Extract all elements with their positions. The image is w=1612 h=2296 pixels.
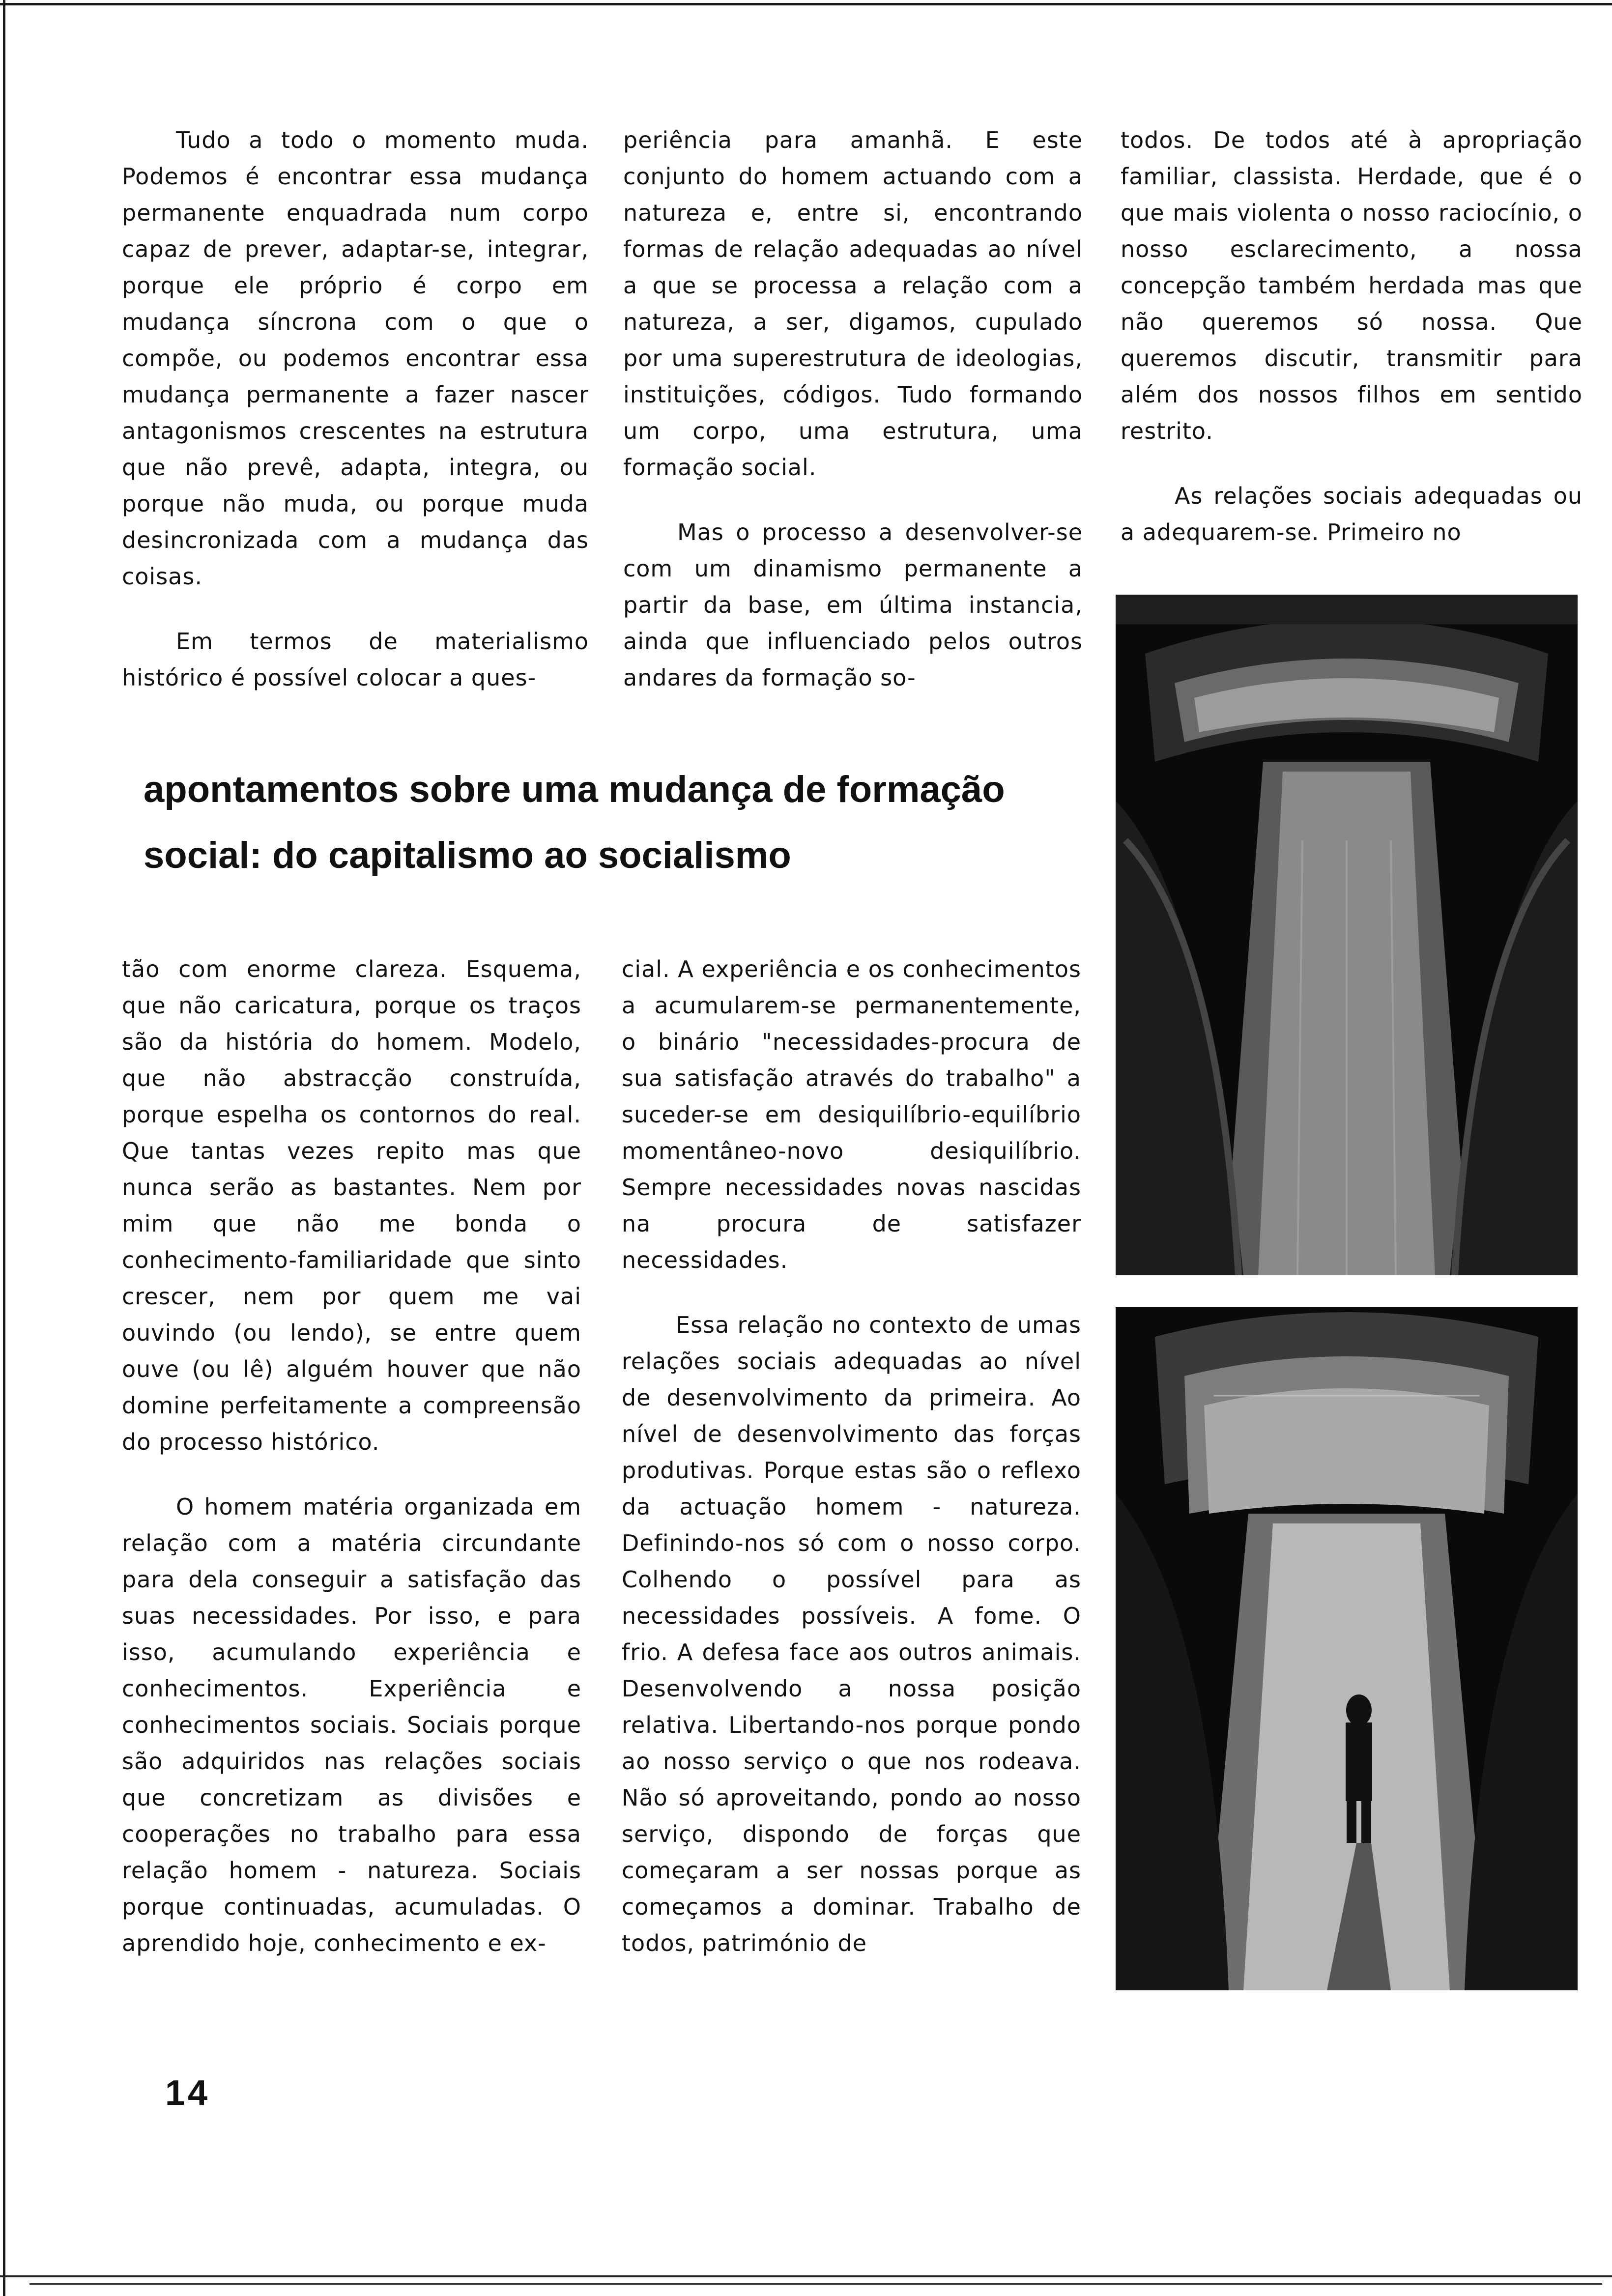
paragraph: Essa relação no contexto de umas relações sociais adequadas ao nível de desenvolvimento da primeira. Ao nível de desenvolvimento das forças produtivas. Porque estas são o reflexo da actuação homem - natureza. Definindo-nos só com o nosso corpo. Colhendo o possível para as necessidades possíveis. A fome. O frio. A defesa face aos outros animais. Desenvolvendo a nossa posição relativa. Libertando-nos porque pondo ao nosso serviço o que nos rodeava. Não só aproveitando, pondo ao nosso serviço, dispondo de forças que começaram a ser nossas porque as começamos a dominar. Trabalho de todos, património de xyxy=(622,1312,1081,1956)
paragraph: As relações sociais adequadas ou a adequarem-se. Primeiro no xyxy=(1121,483,1583,545)
paragraph: cial. A experiência e os conhecimentos a acumularem-se permanentemente, o binário "necessidades-procura de sua satisfação através do trabalho" a suceder-se em desiquilíbrio-equilíbrio momentâneo-novo desiquilíbrio. Sempre necessidades novas nascidas na procura de satisfazer necessidades. xyxy=(622,956,1081,1273)
paragraph: O homem matéria organizada em relação com a matéria circundante para dela conseguir a satisfação das suas necessidades. Por isso, e para isso, acumulando experiência e conhecimentos. Experiência e conhecimentos sociais. Sociais porque são adquiridos nas relações sociais que concretizam as divisões e cooperações no trabalho para essa relação homem - natureza. Sociais porque continuadas, acumuladas. O aprendido hoje, conhecimento e ex- xyxy=(122,1493,581,1956)
paragraph: Mas o processo a desenvolver-se com um dinamismo permanente a partir da base, em última instancia, ainda que influenciado pelos outros andares da formação so- xyxy=(623,519,1083,691)
upper-column-1 xyxy=(122,122,589,724)
page-border-left xyxy=(3,0,5,2296)
page-border-bottom-inner xyxy=(29,2283,1602,2285)
right-column xyxy=(1121,122,1583,579)
paragraph: periência para amanhã. E este conjunto do homem actuando com a natureza e, entre si, encontrando formas de relação adequadas ao nível a que se processa a relação com a natureza, a ser, digamos, cupulado por uma superestrutura de ideologias, instituições, códigos. Tudo formando um corpo, uma estrutura, uma formação social. xyxy=(623,127,1083,481)
paragraph: todos. De todos até à apropriação familiar, classista. Herdade, que é o que mais violenta o nosso raciocínio, o nosso esclarecimento, a nossa concepção também herdada mas que não queremos só nossa. Que queremos discutir, transmitir para além dos nossos filhos em sentido restrito. xyxy=(1121,127,1583,444)
lower-column-1 xyxy=(122,951,581,1990)
upper-column-2 xyxy=(623,122,1083,724)
paragraph: Em termos de materialismo histórico é possível colocar a ques- xyxy=(122,628,589,691)
page-border-top xyxy=(0,3,1612,5)
lower-column-2 xyxy=(622,951,1081,1990)
photo-hall-overhead xyxy=(1116,595,1578,1275)
paragraph: Tudo a todo o momento muda. Podemos é encontrar essa mudança permanente enquadrada num corpo capaz de prever, adaptar-se, integrar, porque ele próprio é corpo em mudança síncrona com o que o compõe, ou podemos encontrar essa mudança permanente a fazer nascer antagonismos crescentes na estrutura que não prevê, adapta, integra, ou porque não muda, ou porque muda desincronizada com a mudança das coisas. xyxy=(122,127,589,590)
paragraph: tão com enorme clareza. Esquema, que não caricatura, porque os traços são da história do homem. Modelo, que não abstracção construída, porque espelha os contornos do real. Que tantas vezes repito mas que nunca serão as bastantes. Nem por mim que não me bonda o conhecimento-familiaridade que sinto crescer, nem por quem me vai ouvindo (ou lendo), se entre quem ouve (ou lê) alguém houver que não domine perfeitamente a compreensão do processo histórico. xyxy=(122,956,581,1455)
page-border-bottom xyxy=(0,2275,1612,2277)
article-title: apontamentos sobre uma mudança de formação social: do capitalismo ao socialismo xyxy=(144,769,1005,876)
page-number: 14 xyxy=(165,2073,211,2113)
photo-hall-crowd xyxy=(1116,1307,1578,1990)
